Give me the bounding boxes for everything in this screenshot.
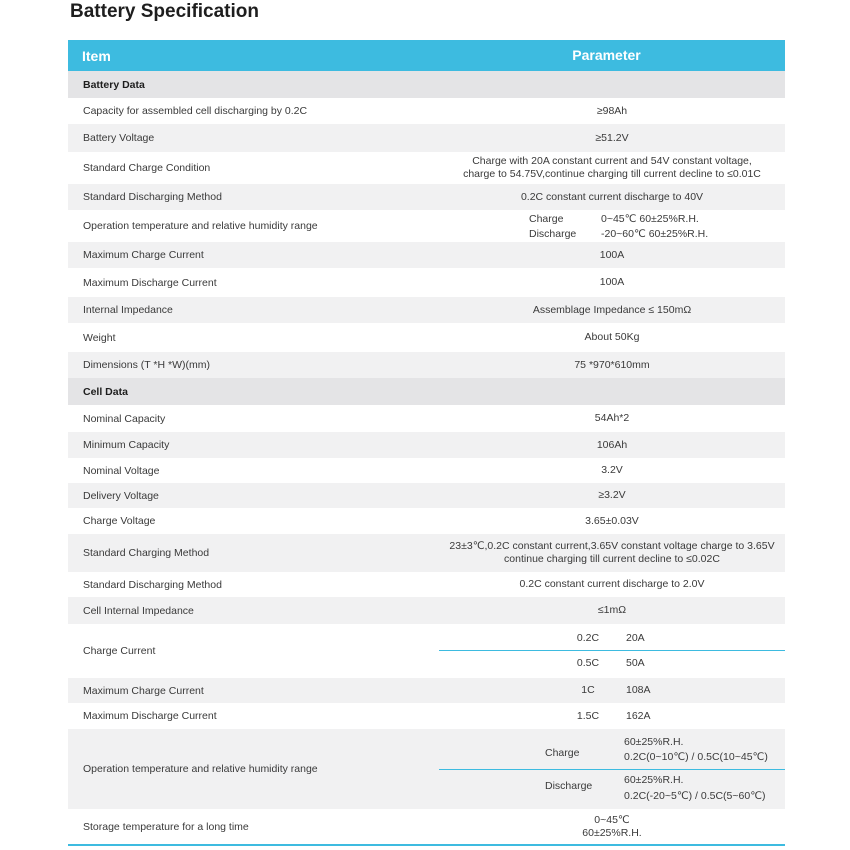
table-row [68,352,785,378]
row-item: Dimensions (T *H *W)(mm) [83,359,210,371]
row-item: Standard Charge Condition [83,162,211,174]
current-value: 162A [626,710,651,722]
row-param [439,597,785,624]
row-item: Standard Charging Method [83,547,210,559]
param-text: 54Ah*2 [594,412,630,424]
param-text: ≥98Ah [596,104,628,117]
row-param [439,98,785,124]
param-text: 0.2C constant current discharge to 2.0V [519,578,705,590]
table-row [68,184,785,210]
row-param [439,184,785,210]
param-line-2: charge to 54.75V,continue charging till current decline to ≤0.01C [463,168,761,180]
discharge-value-2: 0.2C(-20~5℃) / 0.5C(5~60℃) [624,790,766,802]
param-line-1: Charge with 20A constant current and 54V constant voltage, [472,155,752,167]
spec-table [68,40,785,846]
header-item: Item [82,47,111,64]
param-line-2: 60±25%R.H. [582,826,642,839]
param-text: 0.2C constant current discharge to 40V [520,190,704,203]
row-param [439,268,785,297]
row-item: Maximum Charge Current [83,684,204,697]
discharge-value-1: 60±25%R.H. [624,774,684,786]
param-text: About 50Kg [584,331,640,343]
table-bottom-border [68,844,785,846]
table-row [68,152,785,184]
table-row [68,508,785,534]
current-value: 108A [626,684,651,696]
row-item: Charge Voltage [83,515,156,527]
subrow-divider [439,650,785,651]
param-text: 100A [599,276,625,288]
rate-label: 1C [581,684,595,696]
row-param [439,152,785,184]
row-item: Operation temperature and relative humidity range [83,763,318,775]
row-param [439,432,785,458]
table-row [68,572,785,597]
param-text: ≥3.2V [598,489,626,501]
row-item: Internal Impedance [83,304,173,316]
discharge-value: -20~60℃ 60±25%R.H. [601,228,709,240]
table-row [68,268,785,297]
row-item: Delivery Voltage [83,489,159,502]
current-value: 20A [626,632,645,644]
section-label: Cell Data [83,385,128,398]
table-header [68,40,785,71]
charge-value-1: 60±25%R.H. [624,736,684,748]
row-item: Operation temperature and relative humidity range [83,220,318,232]
discharge-label: Discharge [529,228,577,240]
charge-value-2: 0.2C(0~10℃) / 0.5C(10~45℃) [624,751,768,763]
table-row [68,432,785,458]
table-row [68,98,785,124]
param-line-1: 23±3℃,0.2C constant current,3.65V constant voltage charge to 3.65V [449,540,775,552]
row-item: Maximum Discharge Current [83,276,217,289]
current-value: 50A [626,657,645,669]
table-row [68,458,785,483]
table-row [68,809,785,844]
param-text: 3.65±0.03V [585,514,639,527]
rate-label: 0.2C [576,632,600,644]
charge-value: 0~45℃ 60±25%R.H. [601,213,699,225]
row-param [439,572,785,597]
row-param [439,508,785,534]
rate-label: 1.5C [576,710,600,722]
table-row [68,483,785,508]
row-param [439,124,785,152]
table-row [68,242,785,268]
table-row [68,323,785,352]
param-text: 3.2V [601,464,623,476]
table-row [68,729,785,809]
charge-label: Charge [545,747,580,759]
row-item: Standard Discharging Method [83,578,222,591]
row-param [439,458,785,483]
subrow-divider [439,769,785,770]
param-text: 75 *970*610mm [574,358,650,371]
row-param [439,323,785,352]
row-item: Minimum Capacity [83,439,170,451]
table-row [68,210,785,242]
row-param [439,809,785,844]
table-row [68,297,785,323]
row-item: Maximum Charge Current [83,249,204,261]
row-item: Cell Internal Impedance [83,604,194,617]
row-param [439,352,785,378]
row-item: Battery Voltage [83,132,155,144]
param-text: 106Ah [596,438,628,451]
table-row [68,405,785,432]
discharge-label: Discharge [545,780,593,792]
table-row [68,124,785,152]
row-param [439,405,785,432]
param-text: ≥51.2V [595,131,629,144]
table-row [68,534,785,572]
header-parameter-label: Parameter [572,47,641,63]
table-row [68,624,785,678]
param-line-1: 0~45℃ [594,813,630,826]
row-item: Weight [83,331,116,344]
section-label: Battery Data [83,78,145,91]
header-parameter [428,40,785,71]
rate-label: 0.5C [576,657,600,669]
table-row [68,703,785,729]
row-param [439,242,785,268]
table-row [68,678,785,703]
param-text: ≤1mΩ [597,604,627,616]
row-item: Nominal Voltage [83,464,160,477]
row-item: Capacity for assembled cell discharging by 0.2C [83,105,308,117]
section-cell-data [68,378,785,405]
row-param [439,534,785,572]
section-battery-data [68,71,785,98]
row-param [439,483,785,508]
table-row [68,597,785,624]
row-item: Charge Current [83,645,156,657]
row-item: Standard Discharging Method [83,191,222,203]
row-param [439,297,785,323]
charge-label: Charge [529,213,564,225]
row-item: Nominal Capacity [83,412,166,425]
param-line-2: continue charging till current decline to ≤0.02C [504,553,720,565]
param-text: 100A [599,248,625,261]
param-text: Assemblage Impedance ≤ 150mΩ [532,303,692,316]
row-item: Storage temperature for a long time [83,820,249,833]
document-title: Battery Specification [70,1,259,22]
row-item: Maximum Discharge Current [83,710,217,722]
